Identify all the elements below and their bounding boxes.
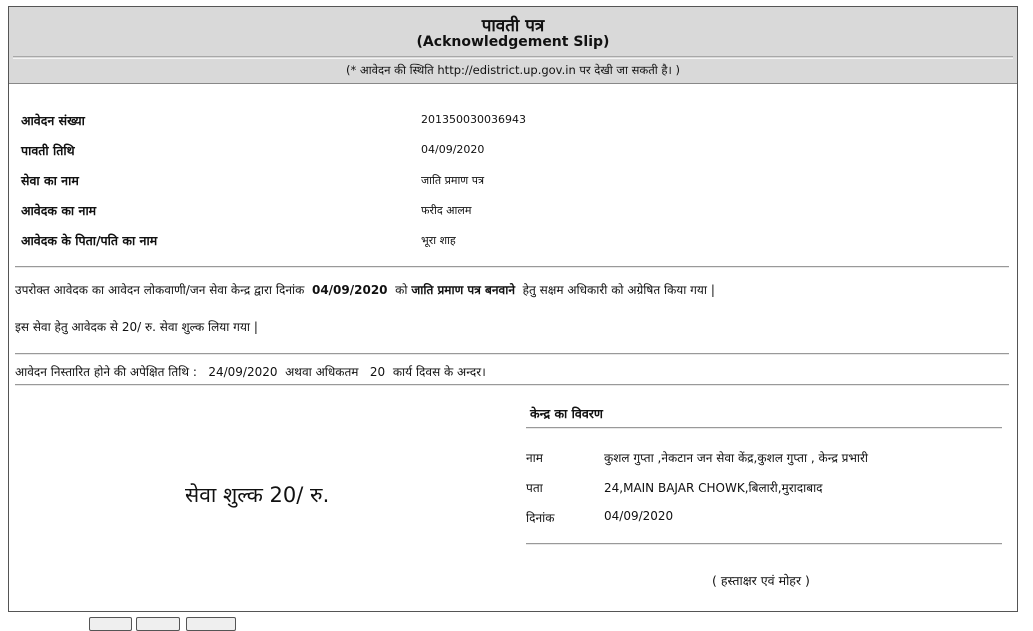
section-divider [15, 353, 1009, 355]
section-divider [15, 384, 1009, 386]
disposal-days: 20 [369, 365, 386, 379]
kendra-value: 04/09/2020 [604, 509, 674, 523]
section-divider [15, 266, 1009, 268]
acknowledgement-slip [8, 6, 1018, 612]
forwarded-text-1: उपरोक्त आवेदक का आवेदन लोकवाणी/जन सेवा केन्द्र द्वारा दिनांक [15, 283, 305, 297]
disposal-text-3: कार्य दिवस के अन्दर। [392, 365, 486, 379]
kendra-row-date [526, 509, 1006, 527]
kendra-value: कुशल गुप्ता ,नेकटान जन सेवा केंद्र,कुशल गुप्ता , केन्द्र प्रभारी [604, 451, 869, 465]
field-value: भूरा शाह [421, 234, 456, 247]
field-label: सेवा का नाम [21, 173, 79, 188]
field-label: पावती तिथि [21, 143, 75, 158]
kendra-row-name [526, 449, 1006, 467]
slip-header [9, 7, 1017, 84]
header-divider-highlight [13, 58, 1013, 59]
slip-title-english: (Acknowledgement Slip) [416, 34, 610, 50]
field-service-name [21, 172, 1001, 190]
kendra-details-title: केन्द्र का विवरण [530, 406, 603, 421]
forwarded-statement [15, 281, 715, 298]
action-button-1[interactable] [89, 617, 132, 631]
action-button-2[interactable] [136, 617, 180, 631]
header-divider [13, 56, 1013, 57]
field-value: फरीद आलम [421, 204, 472, 217]
action-button-3[interactable] [186, 617, 236, 631]
kendra-label: नाम [526, 451, 543, 465]
disposal-date: 24/09/2020 [208, 365, 278, 379]
kendra-divider-top [526, 427, 1002, 429]
service-fee-large: सेवा शुल्क 20/ रु. [185, 483, 330, 507]
disposal-text-1: आवेदन निस्तारित होने की अपेक्षित तिथि : [15, 365, 197, 379]
kendra-row-address [526, 479, 1006, 497]
forwarded-text-2: को [395, 283, 408, 297]
slip-title-hindi: पावती पत्र [481, 16, 545, 36]
kendra-label: दिनांक [526, 511, 555, 525]
field-value: जाति प्रमाण पत्र [421, 174, 485, 187]
field-parent-name [21, 232, 1001, 250]
kendra-value: 24,MAIN BAJAR CHOWK,बिलारी,मुरादाबाद [604, 481, 823, 495]
forwarded-text-3: हेतु सक्षम अधिकारी को अग्रेषित किया गया | [522, 283, 715, 297]
forwarded-date: 04/09/2020 [311, 283, 388, 297]
field-value: 04/09/2020 [421, 143, 485, 156]
field-label: आवेदक का नाम [21, 203, 97, 218]
signature-note: ( हस्ताक्षर एवं मोहर ) [712, 573, 810, 588]
field-label: आवेदक के पिता/पति का नाम [21, 233, 158, 248]
field-label: आवेदन संख्या [21, 113, 85, 128]
field-value: 201350030036943 [421, 113, 526, 126]
kendra-label: पता [526, 481, 543, 495]
disposal-text-2: अथवा अधिकतम [285, 365, 359, 379]
field-applicant-name [21, 202, 1001, 220]
fee-note: इस सेवा हेतु आवेदक से 20/ रु. सेवा शुल्क लिया गया | [15, 320, 258, 334]
field-application-number [21, 112, 1001, 130]
status-note: (* आवेदन की स्थिति http://edistrict.up.gov.in पर देखी जा सकती है। ) [345, 63, 680, 77]
kendra-divider-bottom [526, 543, 1002, 545]
forwarded-service: जाति प्रमाण पत्र बनवाने [411, 283, 516, 297]
disposal-statement [15, 363, 486, 380]
field-receipt-date [21, 142, 1001, 160]
